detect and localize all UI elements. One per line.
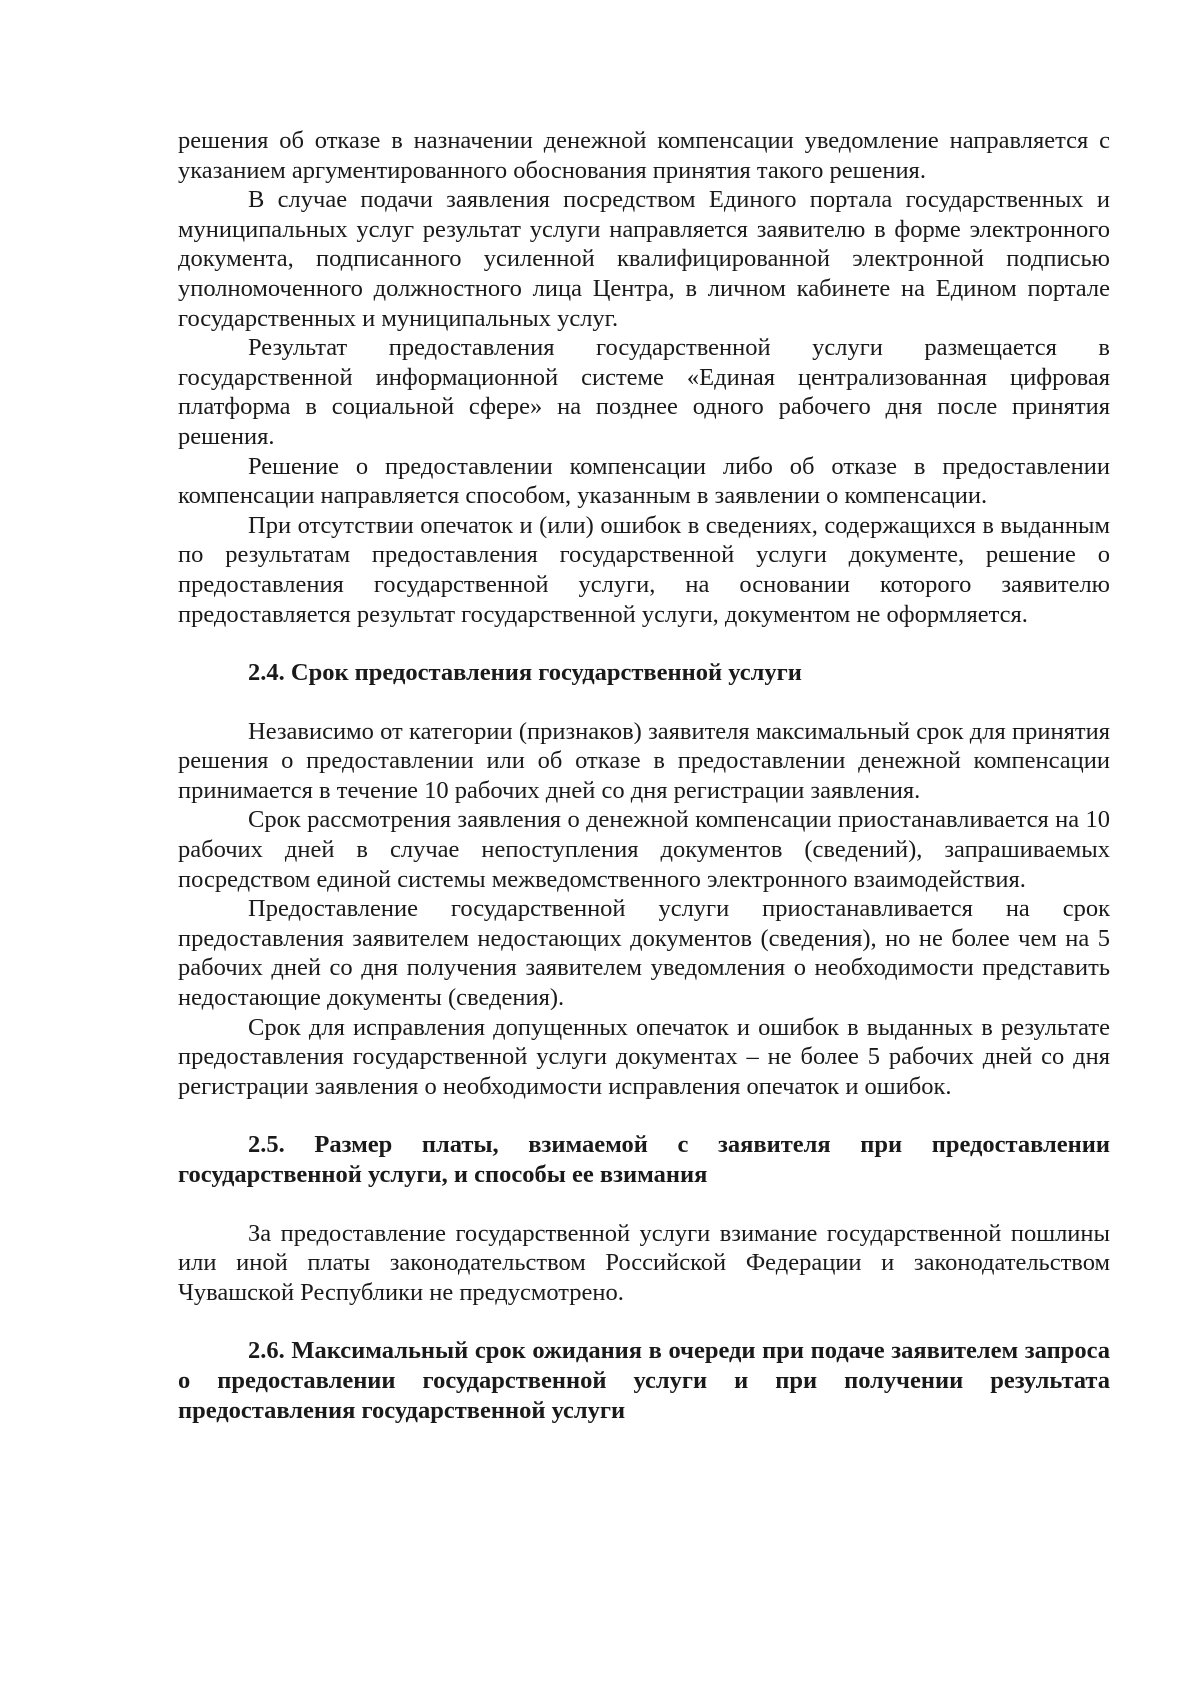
paragraph: Результат предоставления государственной услуги размещается в государственной информационной системе «Единая централизованная цифровая платформа в социальной сфере» на позднее одного рабочего дня после принятия решения. [178,334,1110,450]
section-heading-2-4: 2.4. Срок предоставления государственной услуги [248,659,802,687]
paragraph: За предоставление государственной услуги взимание государственной пошлины или иной платы законодательством Российской Федерации и законодательством Чувашской Республики не предусмотрено. [178,1219,1110,1306]
paragraph: Срок для исправления допущенных опечаток и ошибок в выданных в результате предоставления государственной услуги документах – не более 5 рабочих дней со дня регистрации заявления о необходимости исправления опечаток и ошибок. [178,1013,1110,1100]
paragraph: Решение о предоставлении компенсации либо об отказе в предоставлении компенсации направляется способом, указанным в заявлении о компенсации. [178,452,1110,510]
paragraph: Срок рассмотрения заявления о денежной компенсации приостанавливается на 10 рабочих дней в случае непоступления документов (сведений), запрашиваемых посредством единой системы межведомственного электронного взаимодействия. [178,806,1110,893]
paragraph: При отсутствии опечаток и (или) ошибок в сведениях, содержащихся в выданным по результатам предоставления государственной услуги документе, решение о предоставления государственной услуги, на основании которого заявителю предоставляется результат государственной услуги, документом не оформляется. [178,511,1110,628]
paragraph: решения об отказе в назначении денежной компенсации уведомление направляется с указанием аргументированного обоснования принятия такого решения. [178,127,1110,184]
paragraph: Предоставление государственной услуги приостанавливается на срок предоставления заявителем недостающих документов (сведения), но не более чем на 5 рабочих дней со дня получения заявителем уведомления о необходимости представить недостающие документы (сведения). [178,895,1110,1012]
paragraph: Независимо от категории (признаков) заявителя максимальный срок для принятия решения о предоставлении или об отказе в предоставлении денежной компенсации принимается в течение 10 рабочих дней со дня регистрации заявления. [178,717,1110,804]
section-heading-2-6: 2.6. Максимальный срок ожидания в очереди при подаче заявителем запроса о предоставлении государственной услуги и при получении результата предоставления государственной услуги [178,1337,1110,1424]
paragraph: В случае подачи заявления посредством Единого портала государственных и муниципальных услуг результат услуги направляется заявителю в форме электронного документа, подписанного усиленной квалифицированной электронной подписью уполномоченного должностного лица Центра, в личном кабинете на Едином портале государственных и муниципальных услуг. [178,186,1110,332]
section-heading-2-5: 2.5. Размер платы, взимаемой с заявителя при предоставлении государственной услуги, и способы ее взимания [178,1131,1110,1188]
